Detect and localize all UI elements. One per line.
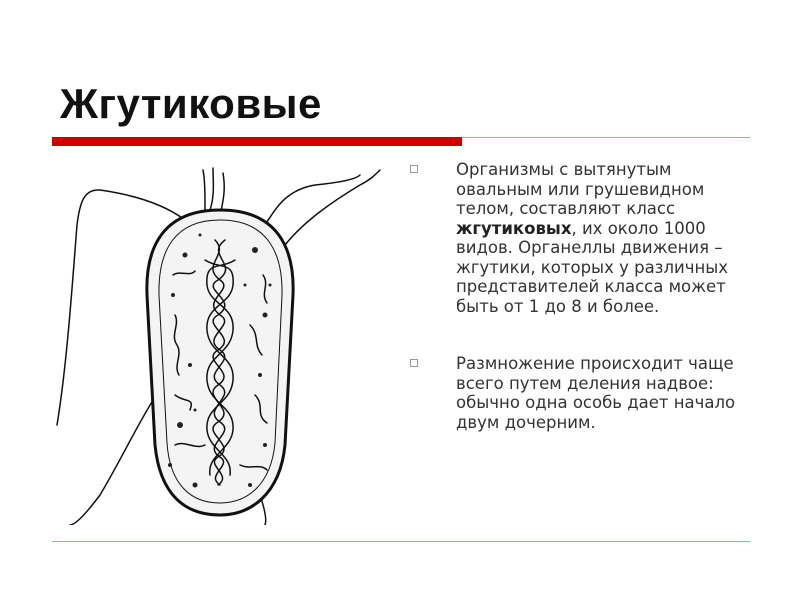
- bullet-text-1-bold: жгутиковых: [456, 218, 572, 238]
- bullet-text-1a: Организмы с вытянутым овальным или грушевидном телом, составляют класс: [456, 160, 705, 218]
- bullet-text-1b: , их около 1000 видов. Органеллы движения – жгутики, которых у различных представителей класса может быть от 1 до 8 и более.: [456, 218, 729, 316]
- bullet-square-icon: [410, 165, 418, 173]
- bottom-rule: [52, 541, 750, 542]
- bullet-item-description: [410, 160, 750, 316]
- bullet-list: [410, 160, 750, 432]
- bullet-square-icon: [410, 359, 418, 367]
- title-underline-thick: [52, 137, 462, 146]
- bullet-text-2: Размножение происходит чаще всего путем деления надвое: обычно одна особь дает начало двум дочерним.: [456, 354, 736, 432]
- slide-title: Жгутиковые: [60, 80, 322, 127]
- flagellate-illustration: [55, 165, 385, 525]
- flagellate-bacterium-icon: [55, 165, 385, 525]
- bullet-item-reproduction: [410, 354, 750, 432]
